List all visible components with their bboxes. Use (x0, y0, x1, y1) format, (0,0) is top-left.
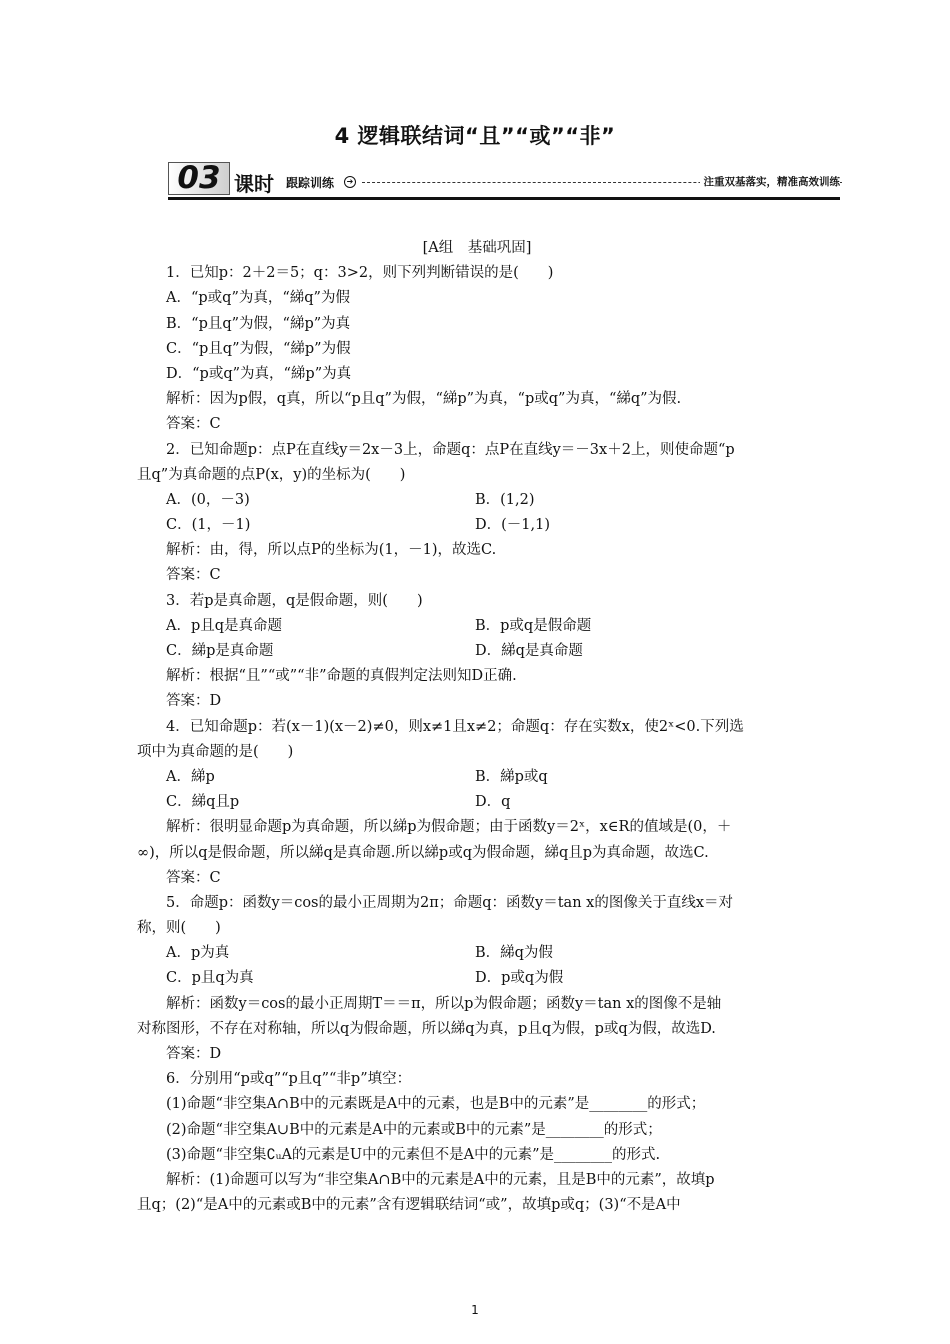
option-2d: D．(－1,1) (475, 517, 550, 534)
option-3d: D．綈q是真命题 (475, 643, 583, 659)
solution-6-cont: 且q；(2)“是A中的元素或B中的元素”含有逻辑联结词“或”，故填p或q；(3)“不是A中 (137, 1197, 681, 1214)
option-4b: B．綈p或q (475, 768, 548, 785)
banner-slogan: 注重双基落实，精准高效训练 (700, 174, 841, 189)
section-heading: [A组 基础巩固] (422, 240, 532, 256)
option-1d: D．“p或q”为真，“綈p”为真 (166, 365, 352, 382)
option-2c: C．(1，－1) (166, 517, 251, 534)
page-number: 1 (471, 1303, 479, 1317)
answer-3: 答案：D (166, 693, 222, 710)
question-6-part2: (2)命题“非空集A∪B中的元素是A中的元素或B中的元素”是________的形式； (166, 1121, 662, 1138)
options-2-row1 (137, 488, 817, 513)
lesson-number: 03 (168, 162, 230, 195)
solution-2: 解析：由，得，所以点P的坐标为(1，－1)，故选C. (166, 542, 497, 559)
answer-4: 答案：C (166, 869, 221, 886)
lesson-label: 课时 (234, 172, 274, 196)
solution-1: 解析：因为p假，q真，所以“p且q”为假，“綈p”为真，“p或q”为真，“綈q”为假. (166, 391, 682, 408)
solution-6: 解析：(1)命题可以写为“非空集A∩B中的元素是A中的元素，且是B中的元素”，故填p (166, 1171, 715, 1188)
tracking-label: 跟踪训练 (286, 176, 335, 190)
question-4-cont: 项中为真命题的是( ) (137, 743, 294, 760)
options-4-row1 (137, 765, 817, 790)
options-2-row2 (137, 513, 817, 538)
solution-4: 解析：很明显命题p为真命题，所以綈p为假命题；由于函数y＝2ˣ，x∈R的值域是(0，＋ (166, 819, 732, 836)
option-2b: B．(1,2) (475, 491, 535, 508)
banner-underline (168, 197, 840, 200)
solution-5-cont: 对称图形，不存在对称轴，所以q为假命题，所以綈q为真，p且q为假，p或q为假，故选D. (137, 1020, 716, 1037)
solution-5: 解析：函数y＝cos的最小正周期T＝＝π，所以p为假命题；函数y＝tan x的图像不是轴 (166, 995, 722, 1012)
question-1: 1．已知p：2＋2＝5；q：3>2，则下列判断错误的是( ) (166, 265, 554, 282)
option-2a: A．(0，－3) (166, 491, 250, 508)
option-4c: C．綈q且p (166, 794, 240, 811)
exercise-content (137, 236, 817, 1218)
question-6-part3: (3)命题“非空集∁ᵤA的元素是U中的元素但不是A中的元素”是________的形式. (166, 1146, 661, 1163)
question-6-part1: (1)命题“非空集A∩B中的元素既是A中的元素，也是B中的元素”是________的形式； (166, 1096, 706, 1113)
lesson-banner (168, 160, 840, 200)
option-5c: C．p且q为真 (166, 970, 254, 987)
question-5-cont: 称，则( ) (137, 920, 221, 937)
solution-3: 解析：根据“且”“或”“非”命题的真假判定法则知D正确. (166, 668, 517, 685)
option-5d: D．p或q为假 (475, 970, 564, 987)
answer-5: 答案：D (166, 1046, 222, 1062)
option-5a: A．p为真 (166, 945, 230, 962)
answer-1: 答案：C (166, 416, 221, 433)
options-3-row2 (137, 639, 817, 664)
page-title: 4 逻辑联结词“且”“或”“非” (334, 124, 616, 148)
option-5b: B．綈q为假 (475, 945, 553, 962)
option-4a: A．綈p (166, 768, 215, 785)
question-2-cont: 且q”为真命题的点P(x，y)的坐标为( ) (137, 466, 406, 483)
option-4d: D．q (475, 794, 511, 811)
options-5-row2 (137, 966, 817, 991)
question-2: 2．已知命题p：点P在直线y＝2x－3上，命题q：点P在直线y＝－3x＋2上，则使命题“p (166, 441, 735, 458)
question-4: 4．已知命题p：若(x－1)(x－2)≠0，则x≠1且x≠2；命题q：存在实数x，使2ˣ<0.下列选 (166, 718, 744, 735)
option-1a: A．“p或q”为真，“綈q”为假 (166, 290, 350, 307)
option-3a: A．p且q是真命题 (166, 617, 283, 634)
question-6: 6．分别用“p或q”“p且q”“非p”填空： (166, 1071, 412, 1088)
options-3-row1 (137, 614, 817, 639)
solution-4-cont: ∞)，所以q是假命题，所以綈q是真命题.所以綈p或q为假命题，綈q且p为真命题，故选C. (137, 844, 709, 861)
arrow-icon: ➔ (344, 176, 356, 188)
option-1b: B．“p且q”为假，“綈p”为真 (166, 315, 351, 332)
option-3c: C．綈p是真命题 (166, 643, 274, 659)
options-4-row2 (137, 790, 817, 815)
question-3: 3．若p是真命题，q是假命题，则( ) (166, 592, 423, 609)
option-3b: B．p或q是假命题 (475, 617, 592, 634)
option-1c: C．“p且q”为假，“綈p”为假 (166, 340, 351, 357)
options-5-row1 (137, 941, 817, 966)
question-5: 5．命题p：函数y＝cos的最小正周期为2π；命题q：函数y＝tan x的图像关于直线x＝对 (166, 894, 733, 911)
answer-2: 答案：C (166, 567, 221, 584)
